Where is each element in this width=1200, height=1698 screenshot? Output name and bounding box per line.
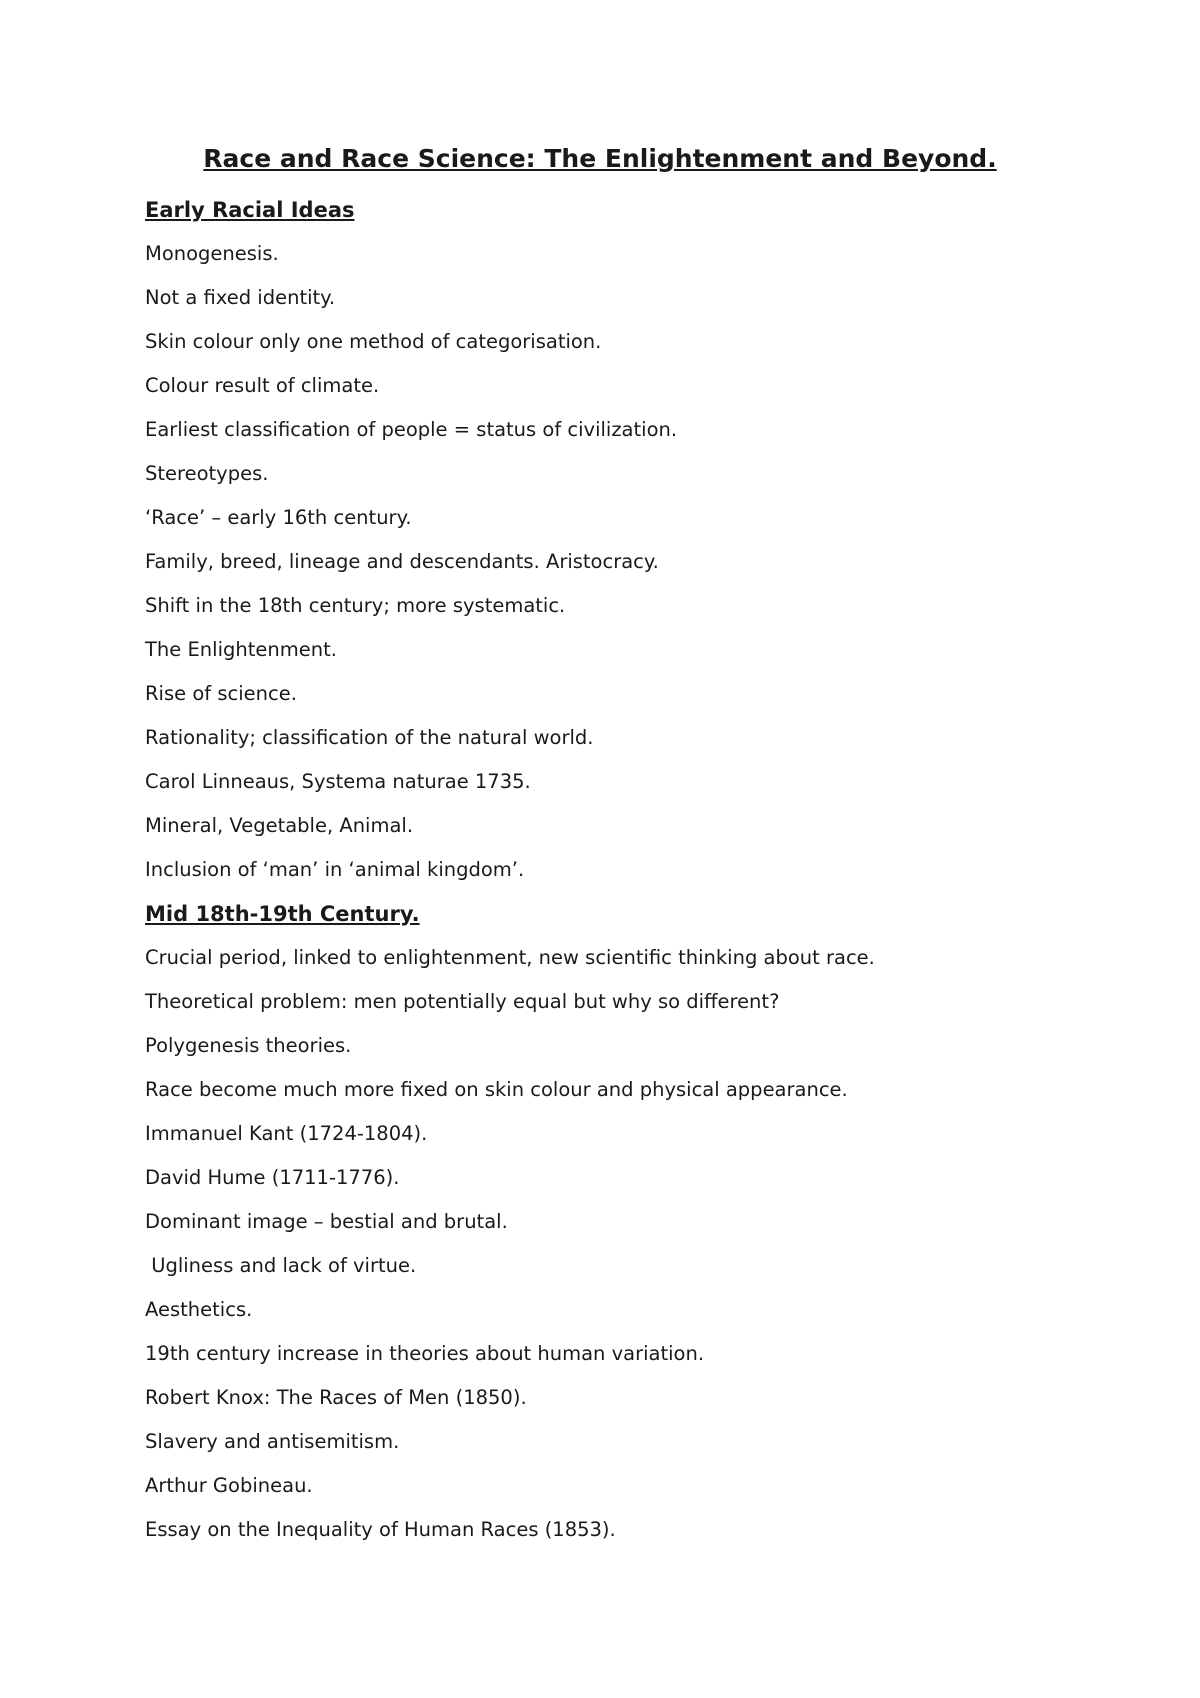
text-line: Ugliness and lack of virtue. bbox=[145, 1254, 417, 1277]
text-line: Not a fixed identity. bbox=[145, 286, 336, 309]
section-mid-18th-19th-century bbox=[145, 944, 1125, 1560]
text-line: Earliest classification of people = status of civilization. bbox=[145, 418, 678, 441]
text-line: Dominant image – bestial and brutal. bbox=[145, 1210, 508, 1233]
text-line: Colour result of climate. bbox=[145, 374, 380, 397]
text-line: Race become much more fixed on skin colour and physical appearance. bbox=[145, 1078, 848, 1101]
text-line: Immanuel Kant (1724-1804). bbox=[145, 1122, 428, 1145]
section-early-racial-ideas bbox=[145, 240, 1125, 900]
text-line: Theoretical problem: men potentially equal but why so different? bbox=[145, 990, 780, 1013]
text-line: Aesthetics. bbox=[145, 1298, 253, 1321]
document-body bbox=[145, 196, 1125, 1560]
text-line: Polygenesis theories. bbox=[145, 1034, 352, 1057]
text-line: 19th century increase in theories about human variation. bbox=[145, 1342, 705, 1365]
text-line: The Enlightenment. bbox=[145, 638, 337, 661]
text-line: Crucial period, linked to enlightenment, new scientific thinking about race. bbox=[145, 946, 875, 969]
text-line: Shift in the 18th century; more systematic. bbox=[145, 594, 566, 617]
text-line: Rationality; classification of the natural world. bbox=[145, 726, 594, 749]
text-line: Mineral, Vegetable, Animal. bbox=[145, 814, 414, 837]
text-line: Slavery and antisemitism. bbox=[145, 1430, 400, 1453]
text-line: Rise of science. bbox=[145, 682, 297, 705]
text-line: Robert Knox: The Races of Men (1850). bbox=[145, 1386, 527, 1409]
text-line: Inclusion of ‘man’ in ‘animal kingdom’. bbox=[145, 858, 525, 881]
text-line: Essay on the Inequality of Human Races (1853). bbox=[145, 1518, 616, 1541]
text-line: Skin colour only one method of categorisation. bbox=[145, 330, 602, 353]
text-line: Monogenesis. bbox=[145, 242, 279, 265]
text-line: ‘Race’ – early 16th century. bbox=[145, 506, 412, 529]
text-line: David Hume (1711-1776). bbox=[145, 1166, 400, 1189]
section-heading-mid-18th-19th-century: Mid 18th-19th Century. bbox=[145, 902, 420, 926]
text-line: Arthur Gobineau. bbox=[145, 1474, 313, 1497]
text-line: Carol Linneaus, Systema naturae 1735. bbox=[145, 770, 531, 793]
text-line: Stereotypes. bbox=[145, 462, 269, 485]
text-line: Family, breed, lineage and descendants. Aristocracy. bbox=[145, 550, 659, 573]
section-heading-early-racial-ideas: Early Racial Ideas bbox=[145, 198, 355, 222]
document-title: Race and Race Science: The Enlightenment and Beyond. bbox=[203, 144, 997, 173]
